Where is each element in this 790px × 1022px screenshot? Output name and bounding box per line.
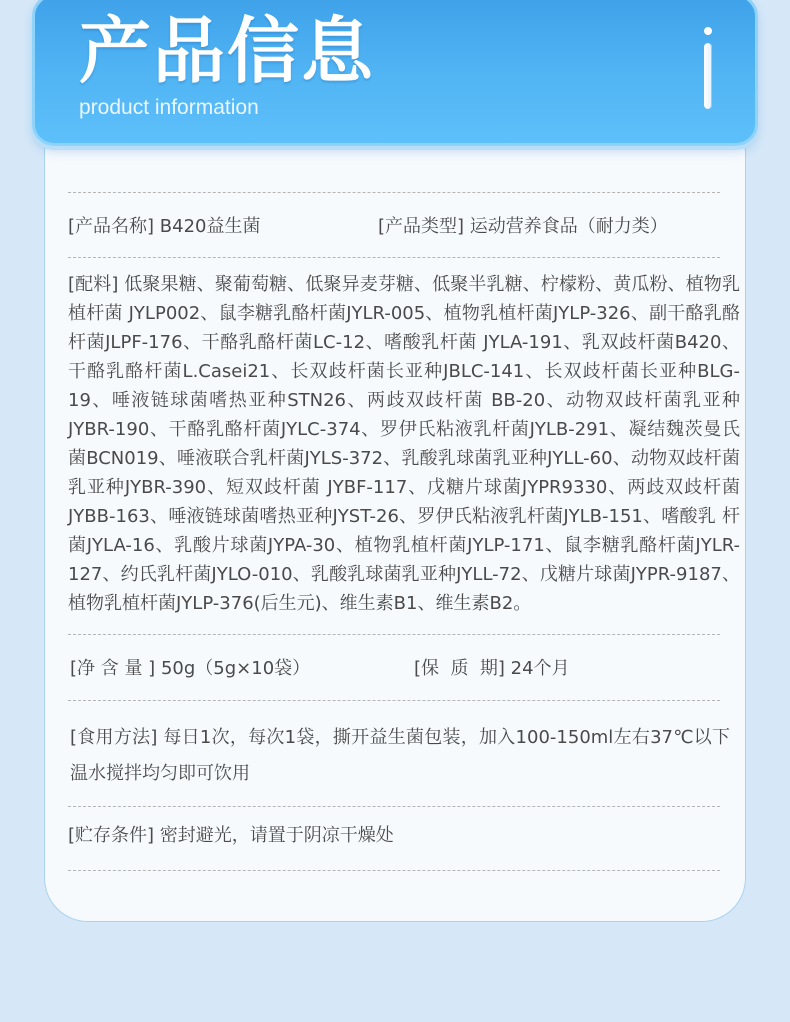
product-type-group [378,213,668,241]
usage-value: 每日1次，每次1袋，撕开益生菌包装，加入100-150ml左右37℃以下温水搅拌均匀即可饮用 [70,727,731,784]
divider [68,700,720,701]
divider [68,192,720,193]
divider [68,634,720,635]
net-content-value: 50g（5g×10袋） [160,658,311,679]
shelf-life-group [414,655,570,683]
header-banner [32,0,758,146]
ingredients-paragraph [68,270,740,618]
product-type-value: 运动营养食品（耐力类） [469,216,668,237]
usage-label: [食用方法] [70,727,158,748]
storage-row [68,822,748,850]
divider [68,257,720,258]
divider [68,806,720,807]
shelf-life-label: [保 质 期] [414,658,505,679]
divider [68,870,720,871]
ingredients-value: 低聚果糖、聚葡萄糖、低聚异麦芽糖、低聚半乳糖、柠檬粉、黄瓜粉、植物乳植杆菌 JYLP002、鼠李糖乳酪杆菌JYLR-005、植物乳植杆菌JYLP-326、副干酪乳酪杆菌JLPF-176、干酪乳酪杆菌LC-12、嗜酸乳杆菌 JYLA-191、乳双歧杆菌B420、干酪乳酪杆菌L.Casei21、长双歧杆菌长亚种JBLC-141、长双歧杆菌长亚种BLG-19、唾液链球菌嗜热亚种STN26、两歧双歧杆菌 BB-20、动物双歧杆菌乳亚种JYBR-190、干酪乳酪杆菌JYLC-374、罗伊氏粘液乳杆菌JYLB-291、凝结魏茨曼氏菌BCN019、唾液联合乳杆菌JYLS-372、乳酸乳球菌乳亚种JYLL-60、动物双歧杆菌乳亚种JYBR-390、短双歧杆菌 JYBF-117、戊糖片球菌JYPR9330、两歧双歧杆菌JYBB-163、唾液链球菌嗜热亚种JYST-26、罗伊氏粘液乳杆菌JYLB-151、嗜酸乳 杆菌JYLA-16、乳酸片球菌JYPA-30、植物乳植杆菌JYLP-171、鼠李糖乳酪杆菌JYLR-127、约氏乳杆菌JYLO-010、乳酸乳球菌乳亚种JYLL-72、戊糖片球菌JYPR-9187、植物乳植杆菌JYLP-376(后生元)、维生素B1、维生素B2。 [68,274,740,614]
info-icon [701,27,715,111]
shelf-life-value: 24个月 [510,658,570,679]
ingredients-label: [配料] [68,274,119,295]
usage-paragraph [70,720,730,792]
product-name-label: [产品名称] [68,216,155,237]
page-subtitle: product information [79,96,259,119]
storage-value: 密封避光，请置于阴凉干燥处 [159,825,394,846]
product-name-value: B420益生菌 [159,216,261,237]
net-content-row [70,655,750,683]
product-type-label: [产品类型] [378,216,465,237]
product-name-row [68,213,748,241]
net-content-label: [净 含 量 ] [70,658,156,679]
page-title: 产品信息 [79,9,376,93]
storage-label: [贮存条件] [68,825,155,846]
